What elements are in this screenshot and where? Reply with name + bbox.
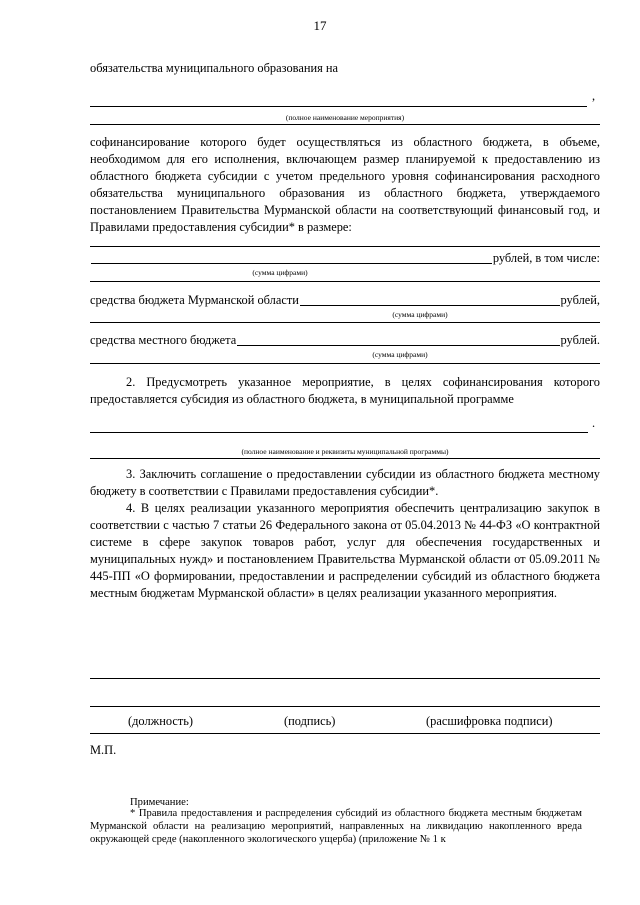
divider-line — [90, 246, 600, 247]
local-budget-row — [90, 332, 600, 348]
item-3-text: 3. Заключить соглашение о предоставлении субсидии из областного бюджета местному бюджету в соответствии с Правилами предоставления субсидии*. — [90, 467, 600, 498]
caption-amount-total: (сумма цифрами) — [252, 268, 308, 277]
note-title: Примечание: — [130, 797, 189, 808]
program-name-line — [90, 432, 588, 433]
item-2-text: 2. Предусмотреть указанное мероприятие, в целях софинансирования которого предоставляется субсидия из областного бюджета, в муниципальной программе — [90, 375, 600, 406]
divider-line — [90, 733, 600, 734]
item-4-text: 4. В целях реализации указанного мероприятия обеспечить централизацию закупок в соответствии с частью 7 статьи 26 Федерального закона от 05.04.2013 № 44-ФЗ «О контрактной системе в сфере закупок товаров работ, услуг для обеспечения государственных и муниципальных нужд» и постановлением Правительства Мурманской области от 05.09.2011 № 445-ПП «О формировании, предоставлении и распределении субсидий из областного бюджета местным бюджетам Мурманской области» в целях реализации указанного мероприятия. — [90, 501, 600, 600]
event-name-comma: , — [592, 89, 596, 103]
divider-line — [90, 124, 600, 125]
amount-total-row — [90, 250, 600, 266]
regional-budget-blank — [300, 293, 560, 306]
signature-line — [90, 678, 600, 679]
signature-position-label: (должность) — [128, 714, 194, 728]
caption-event-name: (полное наименование мероприятия) — [285, 113, 405, 122]
divider-line — [90, 322, 600, 323]
signature-sign-label: (подпись) — [284, 714, 336, 728]
program-name-period: . — [592, 416, 596, 430]
amount-total-suffix: рублей, в том числе: — [492, 251, 600, 265]
divider-line — [90, 458, 600, 459]
event-name-line — [90, 106, 587, 107]
page-number: 17 — [313, 18, 327, 33]
regional-budget-label: средства бюджета Мурманской области — [90, 293, 299, 307]
divider-line — [90, 706, 600, 707]
divider-line — [90, 281, 600, 282]
divider-line — [90, 363, 600, 364]
caption-program: (полное наименование и реквизиты муниципальной программы) — [241, 447, 449, 456]
note-text: * Правила предоставления и распределения субсидий из областного бюджета местным бюджетам Мурманской области на реализацию мероприятий, направленных на ликвидацию накопленного вреда окружающей среде (накопленного экологического ущерба) (приложение № 1 к — [90, 808, 582, 845]
local-budget-label: средства местного бюджета — [90, 333, 237, 347]
caption-amount-regional: (сумма цифрами) — [392, 310, 448, 319]
intro-line: обязательства муниципального образования на — [90, 61, 339, 75]
regional-budget-row — [90, 292, 600, 308]
local-budget-suffix: рублей. — [560, 333, 600, 347]
paragraph-cofinancing: софинансирование которого будет осуществляться из областного бюджета, в объеме, необходимом для его исполнения, включающем размер планируемой к предоставлению из областного бюджета субсидии с учетом предельного уровня софинансирования расходного обязательства муниципального образования из областного бюджета, утверждаемого постановлением Правительства Мурманской области на соответствующий финансовый год, и Правилами предоставления субсидии* в размере: — [90, 135, 600, 234]
amount-total-blank — [91, 251, 492, 264]
regional-budget-suffix: рублей, — [560, 293, 600, 307]
signature-decoding-label: (расшифровка подписи) — [426, 714, 553, 728]
caption-amount-local: (сумма цифрами) — [372, 350, 428, 359]
stamp-place: М.П. — [90, 743, 117, 757]
local-budget-blank — [237, 333, 559, 346]
